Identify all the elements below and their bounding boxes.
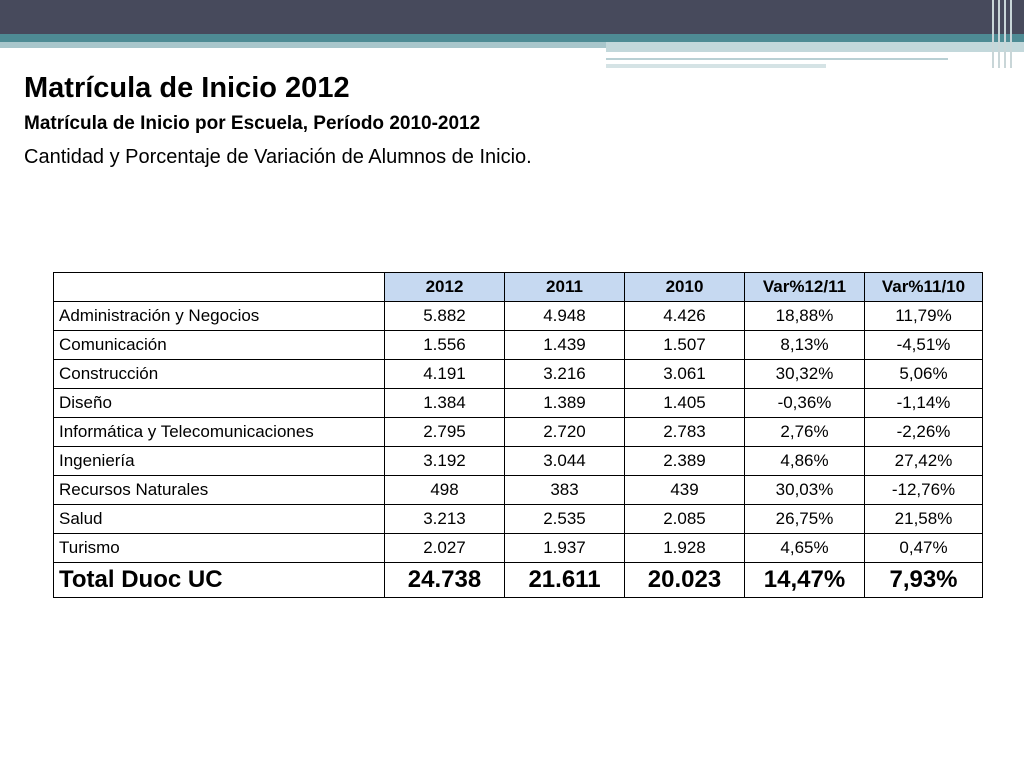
cell-value: 21,58% [865, 505, 983, 534]
cell-value: 5.882 [385, 302, 505, 331]
row-label: Administración y Negocios [54, 302, 385, 331]
column-header: 2012 [385, 273, 505, 302]
table-row [54, 418, 983, 447]
cell-value: 1.507 [625, 331, 745, 360]
header-line-short [606, 64, 826, 68]
cell-value: 2.720 [505, 418, 625, 447]
cell-value: 3.061 [625, 360, 745, 389]
cell-value: 26,75% [745, 505, 865, 534]
cell-value: 3.044 [505, 447, 625, 476]
table-header-row [54, 273, 983, 302]
page-caption: Cantidad y Porcentaje de Variación de Alumnos de Inicio. [24, 146, 532, 168]
cell-value: 2.795 [385, 418, 505, 447]
table-row [54, 331, 983, 360]
cell-value: 4.426 [625, 302, 745, 331]
enrollment-table [53, 272, 983, 598]
header-line [606, 58, 948, 60]
cell-value: 3.192 [385, 447, 505, 476]
cell-value: 20.023 [625, 563, 745, 598]
cell-value: 4.948 [505, 302, 625, 331]
row-label: Recursos Naturales [54, 476, 385, 505]
cell-value: 5,06% [865, 360, 983, 389]
column-header: Var%12/11 [745, 273, 865, 302]
table-row [54, 447, 983, 476]
cell-value: 2.389 [625, 447, 745, 476]
header-band-dark [0, 0, 1024, 34]
row-label: Comunicación [54, 331, 385, 360]
header-vertical-lines [992, 0, 1018, 68]
cell-value: 2.783 [625, 418, 745, 447]
cell-value: 498 [385, 476, 505, 505]
cell-value: 18,88% [745, 302, 865, 331]
cell-value: -4,51% [865, 331, 983, 360]
cell-value: 24.738 [385, 563, 505, 598]
cell-value: 21.611 [505, 563, 625, 598]
cell-value: -12,76% [865, 476, 983, 505]
header-band-light-right [606, 42, 1024, 52]
cell-value: 8,13% [745, 331, 865, 360]
table-row [54, 389, 983, 418]
cell-value: 1.928 [625, 534, 745, 563]
cell-value: 4.191 [385, 360, 505, 389]
cell-value: 383 [505, 476, 625, 505]
table-row [54, 505, 983, 534]
cell-value: 2.027 [385, 534, 505, 563]
table-body [54, 302, 983, 598]
row-label: Salud [54, 505, 385, 534]
header-band-teal [0, 34, 1024, 42]
cell-value: -2,26% [865, 418, 983, 447]
column-header: 2010 [625, 273, 745, 302]
column-header: Var%11/10 [865, 273, 983, 302]
row-label: Total Duoc UC [54, 563, 385, 598]
cell-value: 439 [625, 476, 745, 505]
cell-value: 3.213 [385, 505, 505, 534]
cell-value: 30,32% [745, 360, 865, 389]
cell-value: 30,03% [745, 476, 865, 505]
cell-value: 11,79% [865, 302, 983, 331]
cell-value: 27,42% [865, 447, 983, 476]
total-row [54, 563, 983, 598]
cell-value: 1.405 [625, 389, 745, 418]
row-label: Ingeniería [54, 447, 385, 476]
table-row [54, 476, 983, 505]
column-header-blank [54, 273, 385, 302]
page-title: Matrícula de Inicio 2012 [24, 72, 350, 104]
header-band-light [0, 42, 606, 48]
cell-value: 1.389 [505, 389, 625, 418]
cell-value: 4,65% [745, 534, 865, 563]
cell-value: 1.384 [385, 389, 505, 418]
cell-value: -1,14% [865, 389, 983, 418]
cell-value: 1.556 [385, 331, 505, 360]
table-row [54, 302, 983, 331]
cell-value: 2,76% [745, 418, 865, 447]
cell-value: 3.216 [505, 360, 625, 389]
cell-value: 2.535 [505, 505, 625, 534]
page-subtitle: Matrícula de Inicio por Escuela, Período 2010-2012 [24, 113, 481, 134]
table-row [54, 360, 983, 389]
header-decoration [0, 0, 1024, 72]
table-header [54, 273, 983, 302]
cell-value: 14,47% [745, 563, 865, 598]
column-header: 2011 [505, 273, 625, 302]
cell-value: 7,93% [865, 563, 983, 598]
cell-value: 4,86% [745, 447, 865, 476]
row-label: Turismo [54, 534, 385, 563]
cell-value: 1.937 [505, 534, 625, 563]
cell-value: -0,36% [745, 389, 865, 418]
row-label: Construcción [54, 360, 385, 389]
table-row [54, 534, 983, 563]
row-label: Informática y Telecomunicaciones [54, 418, 385, 447]
row-label: Diseño [54, 389, 385, 418]
cell-value: 0,47% [865, 534, 983, 563]
cell-value: 2.085 [625, 505, 745, 534]
cell-value: 1.439 [505, 331, 625, 360]
